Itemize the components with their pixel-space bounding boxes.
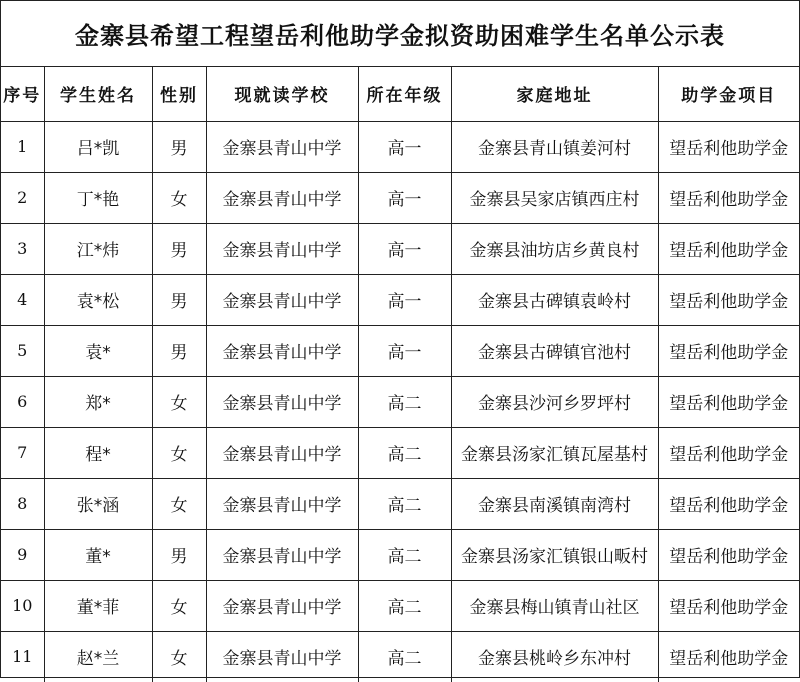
cell-index: 1: [1, 121, 44, 172]
cell-gender: 女: [152, 478, 206, 529]
table-row: [1, 223, 799, 274]
cell-address: 金寨县桃岭乡东冲村: [451, 631, 658, 682]
cell-index: 2: [1, 172, 44, 223]
cell-gender: 女: [152, 631, 206, 682]
cell-project: 望岳利他助学金: [658, 427, 799, 478]
page-title: 金寨县希望工程望岳利他助学金拟资助困难学生名单公示表: [75, 21, 725, 50]
cell-index: 5: [1, 325, 44, 376]
cell-project: 望岳利他助学金: [658, 325, 799, 376]
cell-index: 6: [1, 376, 44, 427]
cell-student-name: 丁*艳: [44, 172, 152, 223]
cell-address: 金寨县青山镇姜河村: [451, 121, 658, 172]
table-row: [1, 172, 799, 223]
table-row: [1, 631, 799, 682]
student-table: [1, 67, 799, 682]
cell-grade: 高二: [358, 529, 451, 580]
cell-grade: 高二: [358, 376, 451, 427]
table-body: [1, 121, 799, 682]
table-row: [1, 427, 799, 478]
header-address: 家庭地址: [451, 67, 658, 121]
cell-index: 9: [1, 529, 44, 580]
cell-student-name: 董*菲: [44, 580, 152, 631]
cell-project: 望岳利他助学金: [669, 649, 789, 670]
header-project: 助学金项目: [658, 67, 799, 121]
cell-index: 10: [1, 580, 44, 631]
table-row: [1, 580, 799, 631]
cell-project: 望岳利他助学金: [658, 121, 799, 172]
cell-gender: 女: [152, 172, 206, 223]
cell-grade: 高一: [358, 121, 451, 172]
table-row: [1, 529, 799, 580]
cell-grade: 高一: [358, 223, 451, 274]
header-name: 学生姓名: [44, 67, 152, 121]
cell-project: 望岳利他助学金: [658, 478, 799, 529]
cell-index: 11: [1, 631, 44, 682]
cell-index: 8: [1, 478, 44, 529]
cell-address: 金寨县汤家汇镇瓦屋基村: [451, 427, 658, 478]
cell-school: 金寨县青山中学: [206, 223, 358, 274]
cell-student-name: 袁*松: [44, 274, 152, 325]
cell-index: 3: [1, 223, 44, 274]
cell-index: 7: [1, 427, 44, 478]
table-row: [1, 325, 799, 376]
cell-school: 金寨县青山中学: [206, 172, 358, 223]
cell-address: 金寨县油坊店乡黄良村: [451, 223, 658, 274]
cell-gender: 女: [152, 580, 206, 631]
cell-grade: 高二: [358, 631, 451, 682]
cell-student-name: 吕*凯: [44, 121, 152, 172]
cell-school: 金寨县青山中学: [206, 427, 358, 478]
cell-gender: 男: [152, 121, 206, 172]
cell-project: 望岳利他助学金: [658, 274, 799, 325]
cell-student-name: 江*炜: [44, 223, 152, 274]
cell-student-name: 程*: [44, 427, 152, 478]
cell-grade: 高二: [358, 427, 451, 478]
cell-gender: 女: [152, 376, 206, 427]
cell-gender: 女: [152, 427, 206, 478]
cell-student-name: 董*: [44, 529, 152, 580]
cell-student-name: 张*涵: [44, 478, 152, 529]
cell-project: 望岳利他助学金: [658, 580, 799, 631]
cell-project: 望岳利他助学金: [658, 223, 799, 274]
cell-student-name: 赵*兰: [44, 631, 152, 682]
header-grade: 所在年级: [358, 67, 451, 121]
cell-grade: 高一: [358, 274, 451, 325]
cell-project: 望岳利他助学金: [658, 376, 799, 427]
cell-index: 4: [1, 274, 44, 325]
table-row: [1, 478, 799, 529]
cell-school: 金寨县青山中学: [206, 121, 358, 172]
cell-school: 金寨县青山中学: [206, 325, 358, 376]
cell-school: 金寨县青山中学: [206, 274, 358, 325]
cell-address: 金寨县吴家店镇西庄村: [451, 172, 658, 223]
cell-address: 金寨县古碑镇官池村: [451, 325, 658, 376]
cell-address: 金寨县梅山镇青山社区: [451, 580, 658, 631]
cell-gender: 男: [152, 529, 206, 580]
cell-gender: 男: [152, 223, 206, 274]
cell-project: 望岳利他助学金: [658, 529, 799, 580]
cell-address: 金寨县南溪镇南湾村: [451, 478, 658, 529]
cell-school: 金寨县青山中学: [206, 529, 358, 580]
cell-student-name: 袁*: [44, 325, 152, 376]
header-row: [1, 67, 799, 121]
cell-gender: 男: [152, 274, 206, 325]
table-row: [1, 376, 799, 427]
cell-school: 金寨县青山中学: [206, 478, 358, 529]
cell-grade: 高一: [358, 325, 451, 376]
cell-student-name: 郑*: [44, 376, 152, 427]
cell-school: 金寨县青山中学: [206, 580, 358, 631]
table-row: [1, 274, 799, 325]
cell-address: 金寨县沙河乡罗坪村: [451, 376, 658, 427]
cell-grade: 高二: [358, 580, 451, 631]
cell-school: 金寨县青山中学: [206, 631, 358, 682]
header-index: 序号: [1, 67, 44, 121]
cell-gender: 男: [152, 325, 206, 376]
cell-address: 金寨县汤家汇镇银山畈村: [451, 529, 658, 580]
table-row: [1, 121, 799, 172]
header-gender: 性别: [152, 67, 206, 121]
cell-school: 金寨县青山中学: [206, 376, 358, 427]
cell-project: 望岳利他助学金: [658, 172, 799, 223]
title-bar: [1, 1, 799, 67]
cell-address: 金寨县古碑镇袁岭村: [451, 274, 658, 325]
cell-grade: 高二: [358, 478, 451, 529]
header-school: 现就读学校: [206, 67, 358, 121]
cell-grade: 高一: [358, 172, 451, 223]
